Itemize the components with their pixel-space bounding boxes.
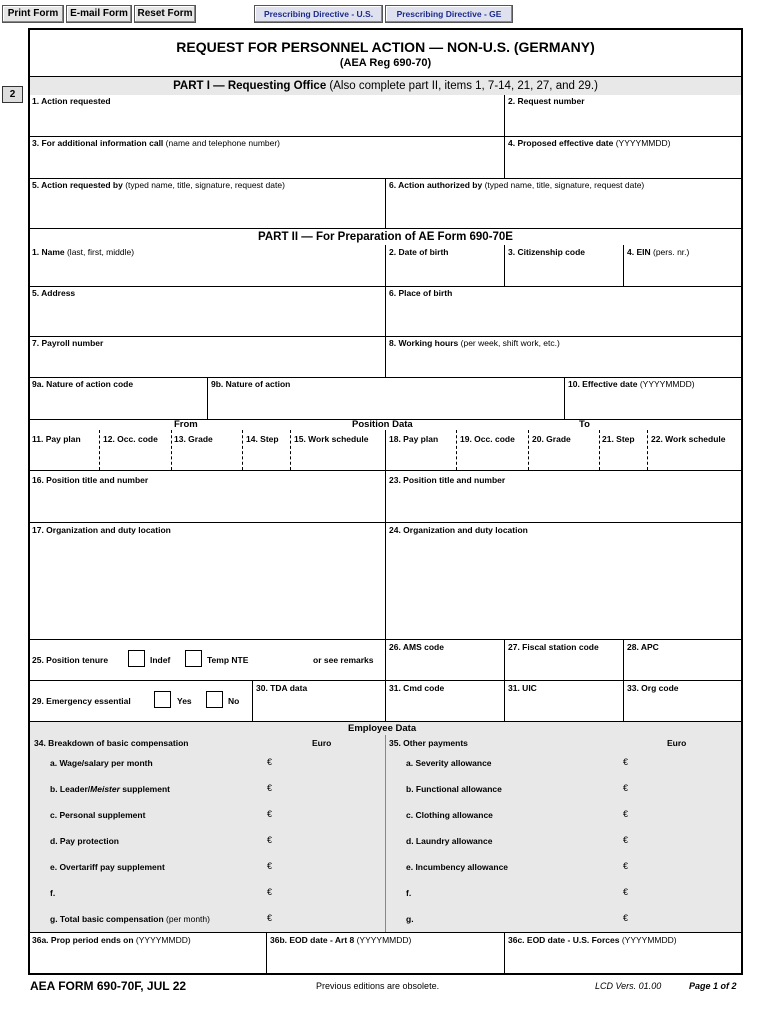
euro-sign: € [623, 835, 629, 845]
work-schedule-from[interactable]: 15. Work schedule [294, 434, 369, 444]
part1-heading: PART I — Requesting Office (Also complete part II, items 1, 7-14, 21, 27, and 29.) [173, 80, 598, 92]
other-payments-heading: 35. Other payments [389, 738, 468, 748]
uic-field[interactable]: 31. UIC [508, 683, 537, 693]
form-title: REQUEST FOR PERSONNEL ACTION — NON-U.S. (GERMANY) [176, 39, 595, 55]
basic-comp-amount-input[interactable] [280, 754, 380, 772]
apc-field[interactable]: 28. APC [627, 642, 659, 652]
indef-label: Indef [150, 655, 171, 665]
other-payment-amount-input[interactable] [636, 806, 736, 824]
other-payment-item: c. Clothing allowance [406, 810, 493, 820]
to-label: To [579, 419, 590, 430]
pay-plan-from[interactable]: 11. Pay plan [32, 434, 81, 444]
basic-comp-amount-input[interactable] [280, 806, 380, 824]
basic-comp-item: f. [50, 888, 56, 898]
other-payment-amount-input[interactable] [636, 832, 736, 850]
from-label: From [174, 419, 198, 430]
work-schedule-to[interactable]: 22. Work schedule [651, 434, 726, 444]
indef-checkbox[interactable] [128, 650, 145, 667]
position-data-title: Position Data [352, 419, 413, 430]
step-from[interactable]: 14. Step [246, 434, 279, 444]
euro-sign: € [267, 861, 273, 871]
yes-label: Yes [177, 696, 192, 706]
working-hours-field[interactable]: 8. Working hours (per week, shift work, etc.) [389, 338, 560, 348]
other-payment-amount-input[interactable] [636, 858, 736, 876]
proposed-date-field[interactable]: 4. Proposed effective date (YYYYMMDD) [508, 138, 671, 148]
eod-us-forces-field[interactable]: 36c. EOD date - U.S. Forces (YYYYMMDD) [508, 935, 677, 945]
authorized-by-field[interactable]: 6. Action authorized by (typed name, title, signature, request date) [389, 180, 645, 190]
euro-sign: € [623, 757, 629, 767]
other-payment-item: g. [406, 914, 414, 924]
position-tenure-label: 25. Position tenure [32, 655, 109, 665]
version-label: LCD Vers. 01.00 [595, 981, 662, 991]
other-payment-item: a. Severity allowance [406, 758, 492, 768]
organization-from[interactable]: 17. Organization and duty location [32, 525, 171, 535]
obsolete-note: Previous editions are obsolete. [316, 981, 440, 991]
basic-comp-amount-input[interactable] [280, 858, 380, 876]
temp-nte-label: Temp NTE [207, 655, 249, 665]
basic-comp-item: e. Overtariff pay supplement [50, 862, 165, 872]
reset-form-button[interactable]: Reset Form [134, 5, 196, 23]
euro-sign: € [267, 757, 273, 767]
employee-data-title: Employee Data [348, 723, 417, 734]
fiscal-station-field[interactable]: 27. Fiscal station code [508, 642, 599, 652]
step-to[interactable]: 21. Step [602, 434, 635, 444]
position-title-to[interactable]: 23. Position title and number [389, 475, 506, 485]
other-payment-item: f. [406, 888, 412, 898]
no-checkbox[interactable] [206, 691, 223, 708]
organization-to[interactable]: 24. Organization and duty location [389, 525, 528, 535]
other-payment-item: b. Functional allowance [406, 784, 502, 794]
basic-comp-item: a. Wage/salary per month [50, 758, 153, 768]
form-id: AEA FORM 690-70F, JUL 22 [30, 979, 187, 993]
euro-sign: € [267, 835, 273, 845]
basic-compensation-heading: 34. Breakdown of basic compensation [34, 738, 189, 748]
basic-comp-item: b. Leader/Meister supplement [50, 784, 170, 794]
yes-checkbox[interactable] [154, 691, 171, 708]
org-code-field[interactable]: 33. Org code [627, 683, 679, 693]
print-form-button[interactable]: Print Form [2, 5, 64, 23]
see-remarks-label: or see remarks [313, 655, 374, 665]
part2-heading: PART II — For Preparation of AE Form 690-70E [258, 231, 513, 243]
place-of-birth-field[interactable]: 6. Place of birth [389, 288, 453, 298]
address-field[interactable]: 5. Address [32, 288, 76, 298]
cmd-code-field[interactable]: 31. Cmd code [389, 683, 445, 693]
euro-sign: € [267, 783, 273, 793]
other-payment-amount-input[interactable] [636, 754, 736, 772]
payroll-number-field[interactable]: 7. Payroll number [32, 338, 104, 348]
other-payment-amount-input[interactable] [636, 780, 736, 798]
euro-heading-left: Euro [312, 738, 332, 748]
euro-sign: € [623, 809, 629, 819]
nature-action-field[interactable]: 9b. Nature of action [211, 379, 291, 389]
euro-sign: € [623, 913, 629, 923]
name-field[interactable]: 1. Name (last, first, middle) [32, 247, 135, 257]
basic-comp-item: d. Pay protection [50, 836, 119, 846]
other-payment-amount-input[interactable] [636, 910, 736, 928]
directive-us-button[interactable]: Prescribing Directive - U.S. [254, 5, 383, 23]
basic-comp-item: c. Personal supplement [50, 810, 146, 820]
requested-by-field[interactable]: 5. Action requested by (typed name, title, signature, request date) [32, 180, 285, 190]
other-payment-item: d. Laundry allowance [406, 836, 493, 846]
form-frame [28, 28, 743, 975]
basic-comp-amount-input[interactable] [280, 832, 380, 850]
euro-sign: € [623, 861, 629, 871]
euro-heading-right: Euro [667, 738, 687, 748]
euro-sign: € [267, 887, 273, 897]
tda-data-field[interactable]: 30. TDA data [256, 683, 308, 693]
ams-code-field[interactable]: 26. AMS code [389, 642, 444, 652]
citizenship-field[interactable]: 3. Citizenship code [508, 247, 585, 257]
euro-sign: € [623, 783, 629, 793]
ein-field[interactable]: 4. EIN (pers. nr.) [627, 247, 690, 257]
basic-comp-amount-input[interactable] [280, 884, 380, 902]
occ-code-to[interactable]: 19. Occ. code [460, 434, 515, 444]
page-number: Page 1 of 2 [689, 981, 737, 991]
euro-sign: € [267, 809, 273, 819]
directive-ge-button[interactable]: Prescribing Directive - GE [385, 5, 513, 23]
pay-plan-to[interactable]: 18. Pay plan [389, 434, 439, 444]
prop-period-field[interactable]: 36a. Prop period ends on (YYYYMMDD) [32, 935, 191, 945]
nature-code-field[interactable]: 9a. Nature of action code [32, 379, 134, 389]
info-call-field[interactable]: 3. For additional information call (name and telephone number) [32, 138, 281, 148]
email-form-button[interactable]: E-mail Form [66, 5, 132, 23]
eod-art8-field[interactable]: 36b. EOD date - Art 8 (YYYYMMDD) [270, 935, 412, 945]
occ-code-from[interactable]: 12. Occ. code [103, 434, 158, 444]
grade-from[interactable]: 13. Grade [174, 434, 213, 444]
temp-nte-checkbox[interactable] [185, 650, 202, 667]
euro-sign: € [267, 913, 273, 923]
other-payment-item: e. Incumbency allowance [406, 862, 509, 872]
total-compensation-label: g. Total basic compensation (per month) [50, 914, 210, 924]
position-title-from[interactable]: 16. Position title and number [32, 475, 149, 485]
action-requested-field[interactable]: 1. Action requested [32, 96, 111, 106]
form-subtitle: (AEA Reg 690-70) [339, 57, 432, 69]
euro-sign: € [623, 887, 629, 897]
grade-to[interactable]: 20. Grade [532, 434, 571, 444]
request-number-field[interactable]: 2. Request number [508, 96, 585, 106]
page-badge[interactable]: 2 [2, 86, 23, 103]
other-payment-amount-input[interactable] [636, 884, 736, 902]
dob-field[interactable]: 2. Date of birth [389, 247, 449, 257]
effective-date-field[interactable]: 10. Effective date (YYYYMMDD) [568, 379, 695, 389]
basic-comp-amount-input[interactable] [280, 780, 380, 798]
emergency-essential-label: 29. Emergency essential [32, 696, 131, 706]
no-label: No [228, 696, 240, 706]
